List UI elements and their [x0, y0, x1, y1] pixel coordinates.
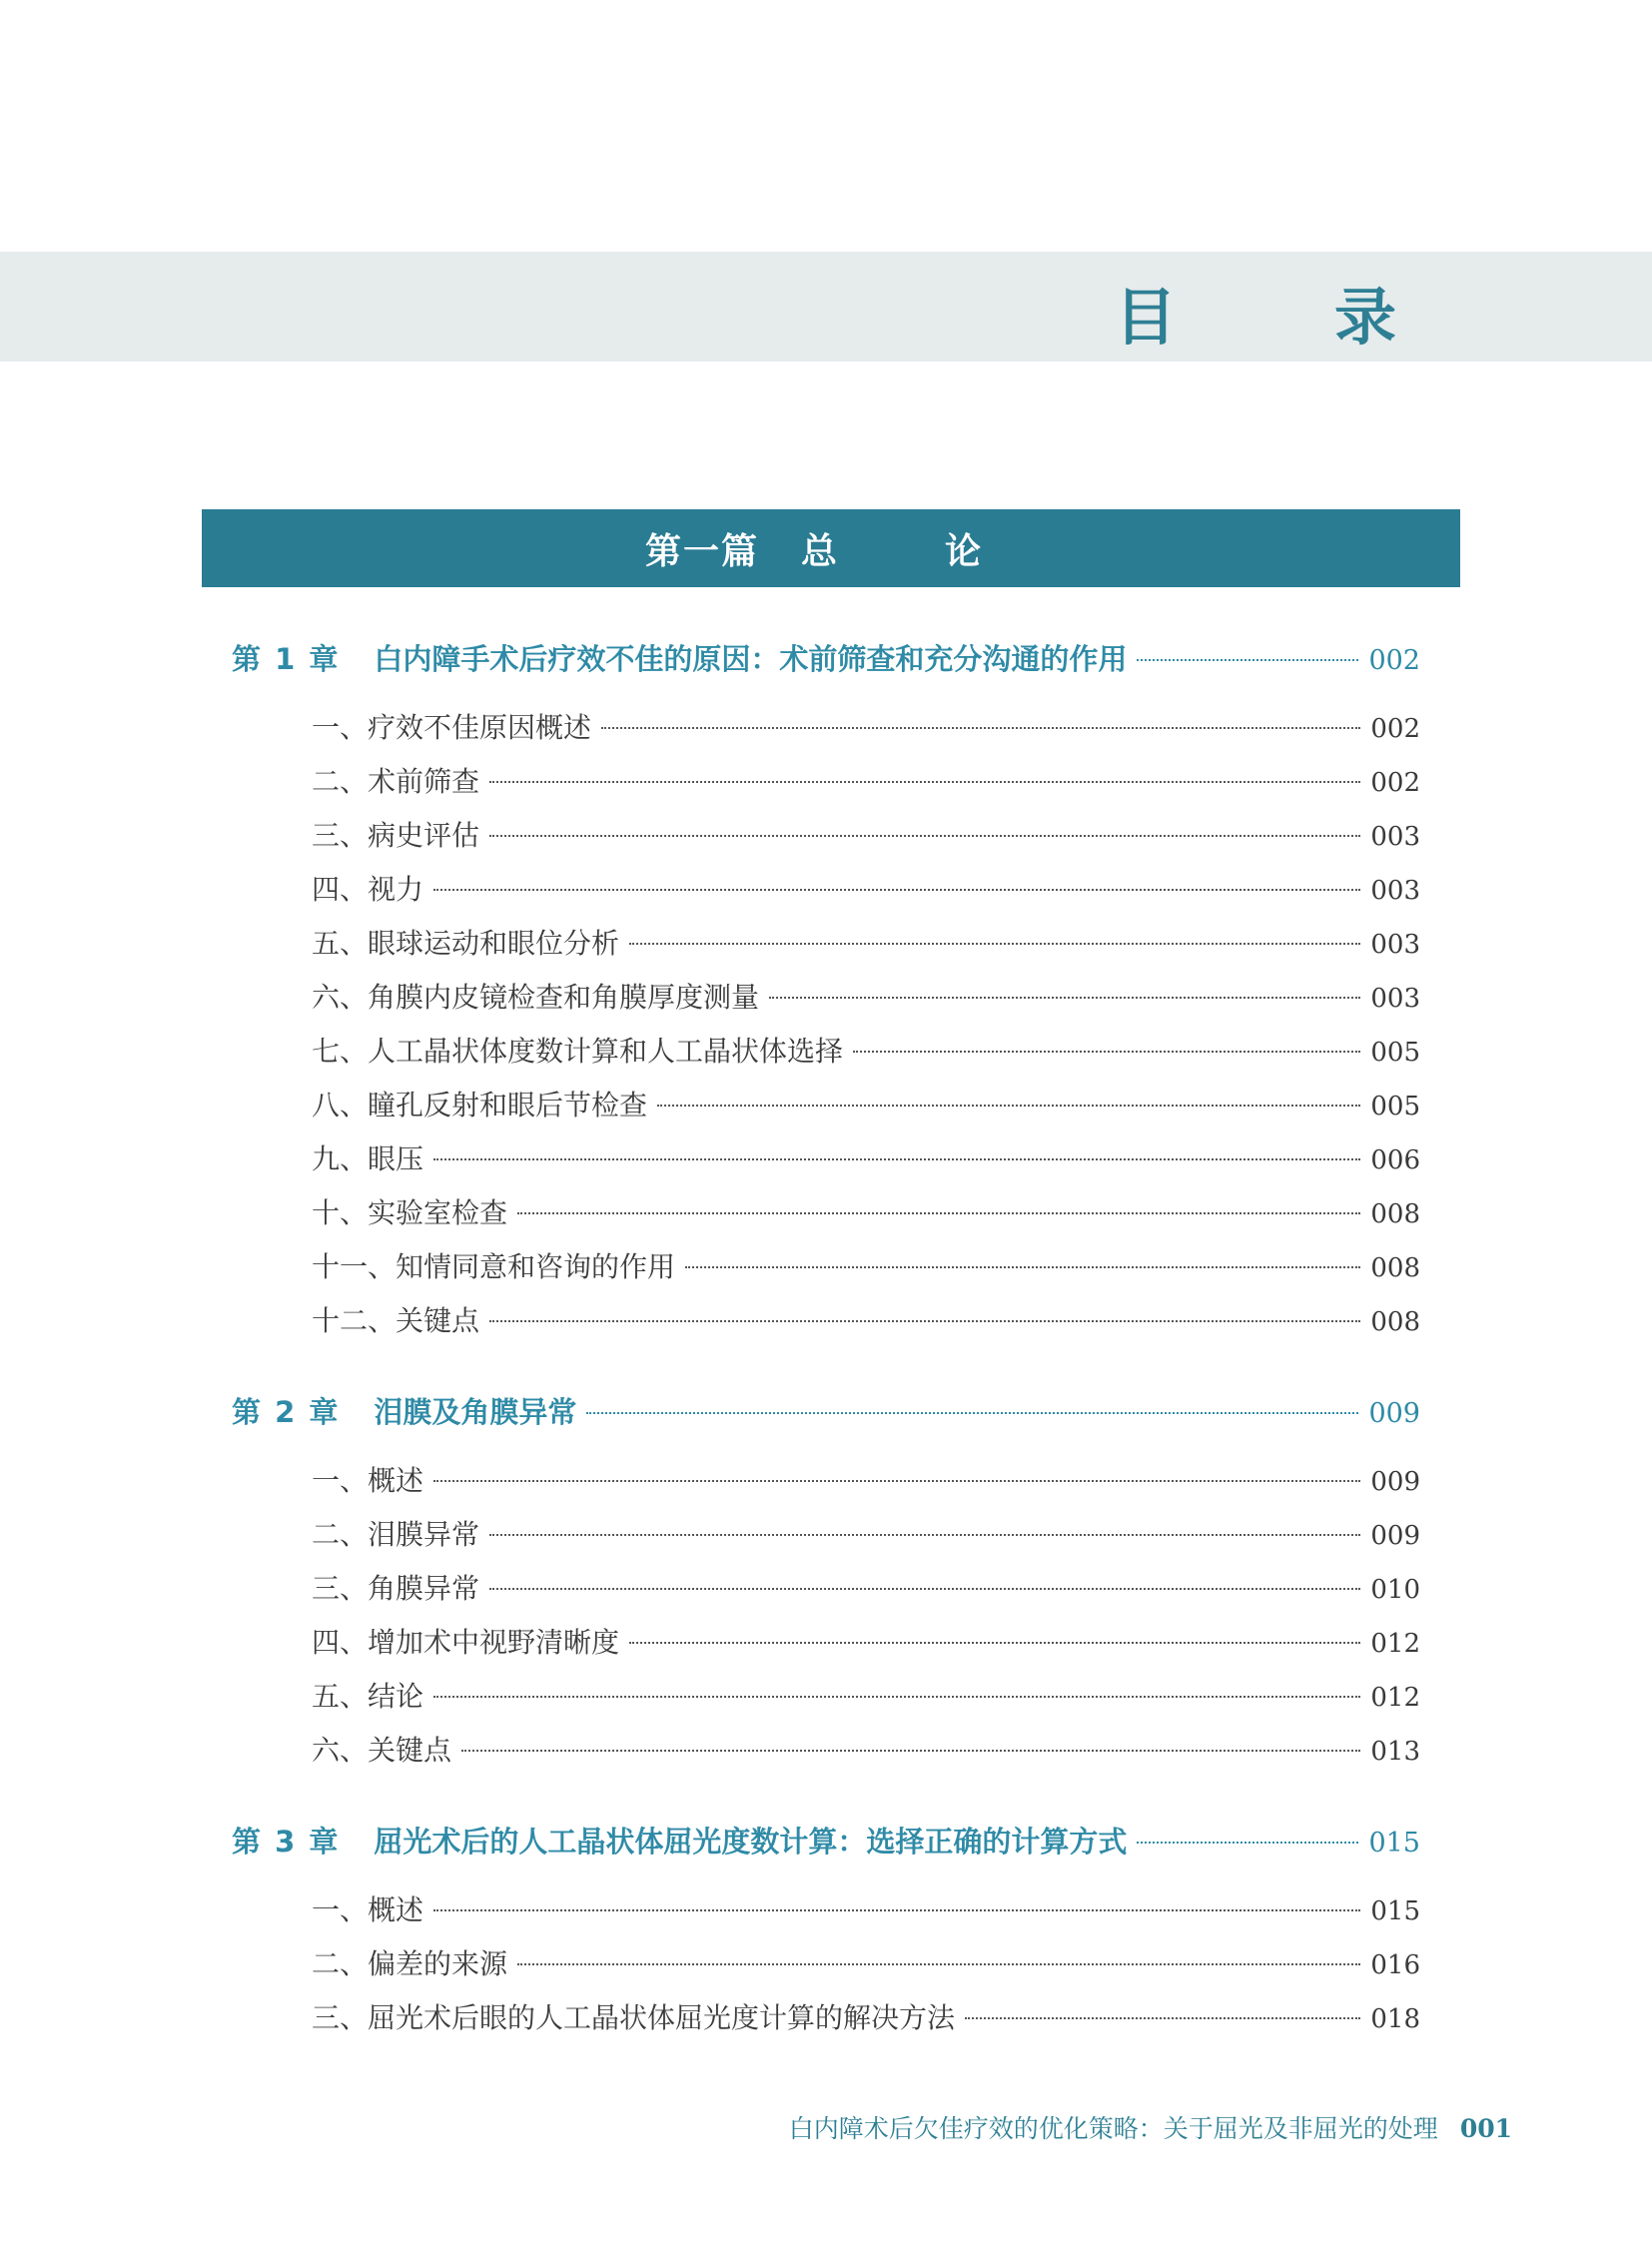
entry-label: 十二、关键点 [312, 1304, 480, 1337]
toc-entry[interactable] [232, 1186, 1420, 1240]
entry-label: 三、角膜异常 [312, 1572, 480, 1605]
toc-entry[interactable] [232, 701, 1420, 755]
toc-entry[interactable] [232, 755, 1420, 809]
chapter-heading[interactable] [232, 1380, 1420, 1444]
dot-leader [629, 1642, 1360, 1644]
chapter-heading[interactable] [232, 1810, 1420, 1873]
dot-leader [433, 1909, 1360, 1911]
chapter-page: 002 [1368, 645, 1420, 676]
part-label: 第一篇 [644, 530, 759, 572]
dot-leader [657, 1105, 1360, 1107]
toc-entry[interactable] [232, 1454, 1420, 1508]
toc-entry[interactable] [232, 1132, 1420, 1186]
footer-page-number: 001 [1459, 2114, 1512, 2143]
entry-label: 八、瞳孔反射和眼后节检查 [312, 1089, 648, 1121]
dot-leader [489, 781, 1360, 783]
dot-leader [853, 1051, 1360, 1053]
chapter-1 [232, 627, 1420, 1348]
dot-leader [433, 1158, 1360, 1160]
toc-entry[interactable] [232, 1883, 1420, 1937]
entry-label: 一、疗效不佳原因概述 [312, 711, 592, 744]
toc-entry[interactable] [232, 1508, 1420, 1562]
toc-entry[interactable] [232, 971, 1420, 1025]
dot-leader [601, 727, 1360, 729]
part-heading [202, 509, 1460, 587]
chapter-number: 第 1 章 [232, 642, 341, 676]
entry-page: 009 [1370, 1467, 1420, 1497]
dot-leader [1137, 1842, 1358, 1844]
entry-label: 十一、知情同意和咨询的作用 [312, 1250, 676, 1283]
entry-label: 四、增加术中视野清晰度 [312, 1626, 620, 1659]
entry-page: 016 [1370, 1950, 1420, 1980]
entry-page: 013 [1370, 1737, 1420, 1767]
dot-leader [489, 1534, 1360, 1536]
toc-entry[interactable] [232, 863, 1420, 917]
entry-page: 003 [1370, 822, 1420, 852]
entry-page: 018 [1370, 2004, 1420, 2034]
dot-leader [685, 1266, 1360, 1268]
entry-page: 010 [1370, 1575, 1420, 1605]
part-name: 总 论 [801, 530, 1018, 572]
toc-entry[interactable] [232, 1670, 1420, 1724]
chapter-title: 白内障手术后疗效不佳的原因：术前筛查和充分沟通的作用 [374, 642, 1128, 676]
entry-label: 三、屈光术后眼的人工晶状体屈光度计算的解决方法 [312, 2001, 956, 2034]
entry-page: 002 [1370, 714, 1420, 744]
page-footer [789, 2109, 1512, 2145]
entry-page: 009 [1370, 1521, 1420, 1551]
footer-book-title: 白内障术后欠佳疗效的优化策略：关于屈光及非屈光的处理 [788, 2114, 1438, 2143]
entry-label: 六、关键点 [312, 1734, 452, 1767]
entry-page: 008 [1370, 1253, 1420, 1283]
entry-page: 006 [1370, 1145, 1420, 1175]
toc-entry[interactable] [232, 1079, 1420, 1132]
entry-label: 四、视力 [312, 873, 424, 906]
dot-leader [489, 1320, 1360, 1322]
entry-page: 005 [1370, 1038, 1420, 1068]
chapter-number: 第 3 章 [232, 1825, 341, 1859]
dot-leader [489, 835, 1360, 837]
toc-entry[interactable] [232, 809, 1420, 863]
dot-leader [461, 1750, 1360, 1752]
entry-page: 002 [1370, 768, 1420, 798]
chapter-page: 015 [1368, 1828, 1420, 1859]
entry-page: 005 [1370, 1092, 1420, 1121]
toc-entry[interactable] [232, 917, 1420, 971]
dot-leader [769, 997, 1360, 999]
toc-entry[interactable] [232, 1562, 1420, 1616]
entry-label: 一、概述 [312, 1464, 424, 1497]
entry-label: 五、结论 [312, 1680, 424, 1713]
entry-page: 003 [1370, 930, 1420, 960]
dot-leader [1137, 659, 1358, 661]
toc-entry[interactable] [232, 1724, 1420, 1778]
entry-page: 003 [1370, 876, 1420, 906]
toc-entry[interactable] [232, 1240, 1420, 1294]
entry-label: 一、概述 [312, 1893, 424, 1926]
dot-leader [965, 2017, 1360, 2019]
chapter-2 [232, 1380, 1420, 1778]
chapter-3 [232, 1810, 1420, 2045]
entry-page: 008 [1370, 1199, 1420, 1229]
toc-entry[interactable] [232, 1937, 1420, 1991]
entry-label: 三、病史评估 [312, 819, 480, 852]
chapter-title: 屈光术后的人工晶状体屈光度数计算：选择正确的计算方式 [374, 1825, 1128, 1859]
entry-label: 十、实验室检查 [312, 1196, 508, 1229]
entry-page: 015 [1370, 1896, 1420, 1926]
dot-leader [433, 889, 1360, 891]
entry-label: 二、泪膜异常 [312, 1518, 480, 1551]
dot-leader [586, 1412, 1358, 1414]
dot-leader [433, 1696, 1360, 1698]
toc-entry[interactable] [232, 1616, 1420, 1670]
entry-label: 二、偏差的来源 [312, 1947, 508, 1980]
entry-page: 003 [1370, 984, 1420, 1014]
page-title: 目 录 [1114, 281, 1444, 354]
table-of-contents [232, 627, 1420, 2045]
chapter-title: 泪膜及角膜异常 [374, 1395, 577, 1429]
toc-entry[interactable] [232, 1025, 1420, 1079]
entry-label: 六、角膜内皮镜检查和角膜厚度测量 [312, 981, 760, 1014]
chapter-page: 009 [1368, 1398, 1420, 1429]
dot-leader [489, 1588, 1360, 1590]
dot-leader [517, 1212, 1360, 1214]
chapter-heading[interactable] [232, 627, 1420, 691]
toc-entry[interactable] [232, 1294, 1420, 1348]
entry-label: 九、眼压 [312, 1142, 424, 1175]
entry-page: 012 [1370, 1629, 1420, 1659]
chapter-number: 第 2 章 [232, 1395, 341, 1429]
entry-page: 012 [1370, 1683, 1420, 1713]
entry-label: 五、眼球运动和眼位分析 [312, 927, 620, 960]
dot-leader [629, 943, 1360, 945]
entry-label: 二、术前筛查 [312, 765, 480, 798]
dot-leader [433, 1480, 1360, 1482]
entry-label: 七、人工晶状体度数计算和人工晶状体选择 [312, 1035, 844, 1068]
entry-page: 008 [1370, 1307, 1420, 1337]
dot-leader [517, 1963, 1360, 1965]
toc-entry[interactable] [232, 1991, 1420, 2045]
